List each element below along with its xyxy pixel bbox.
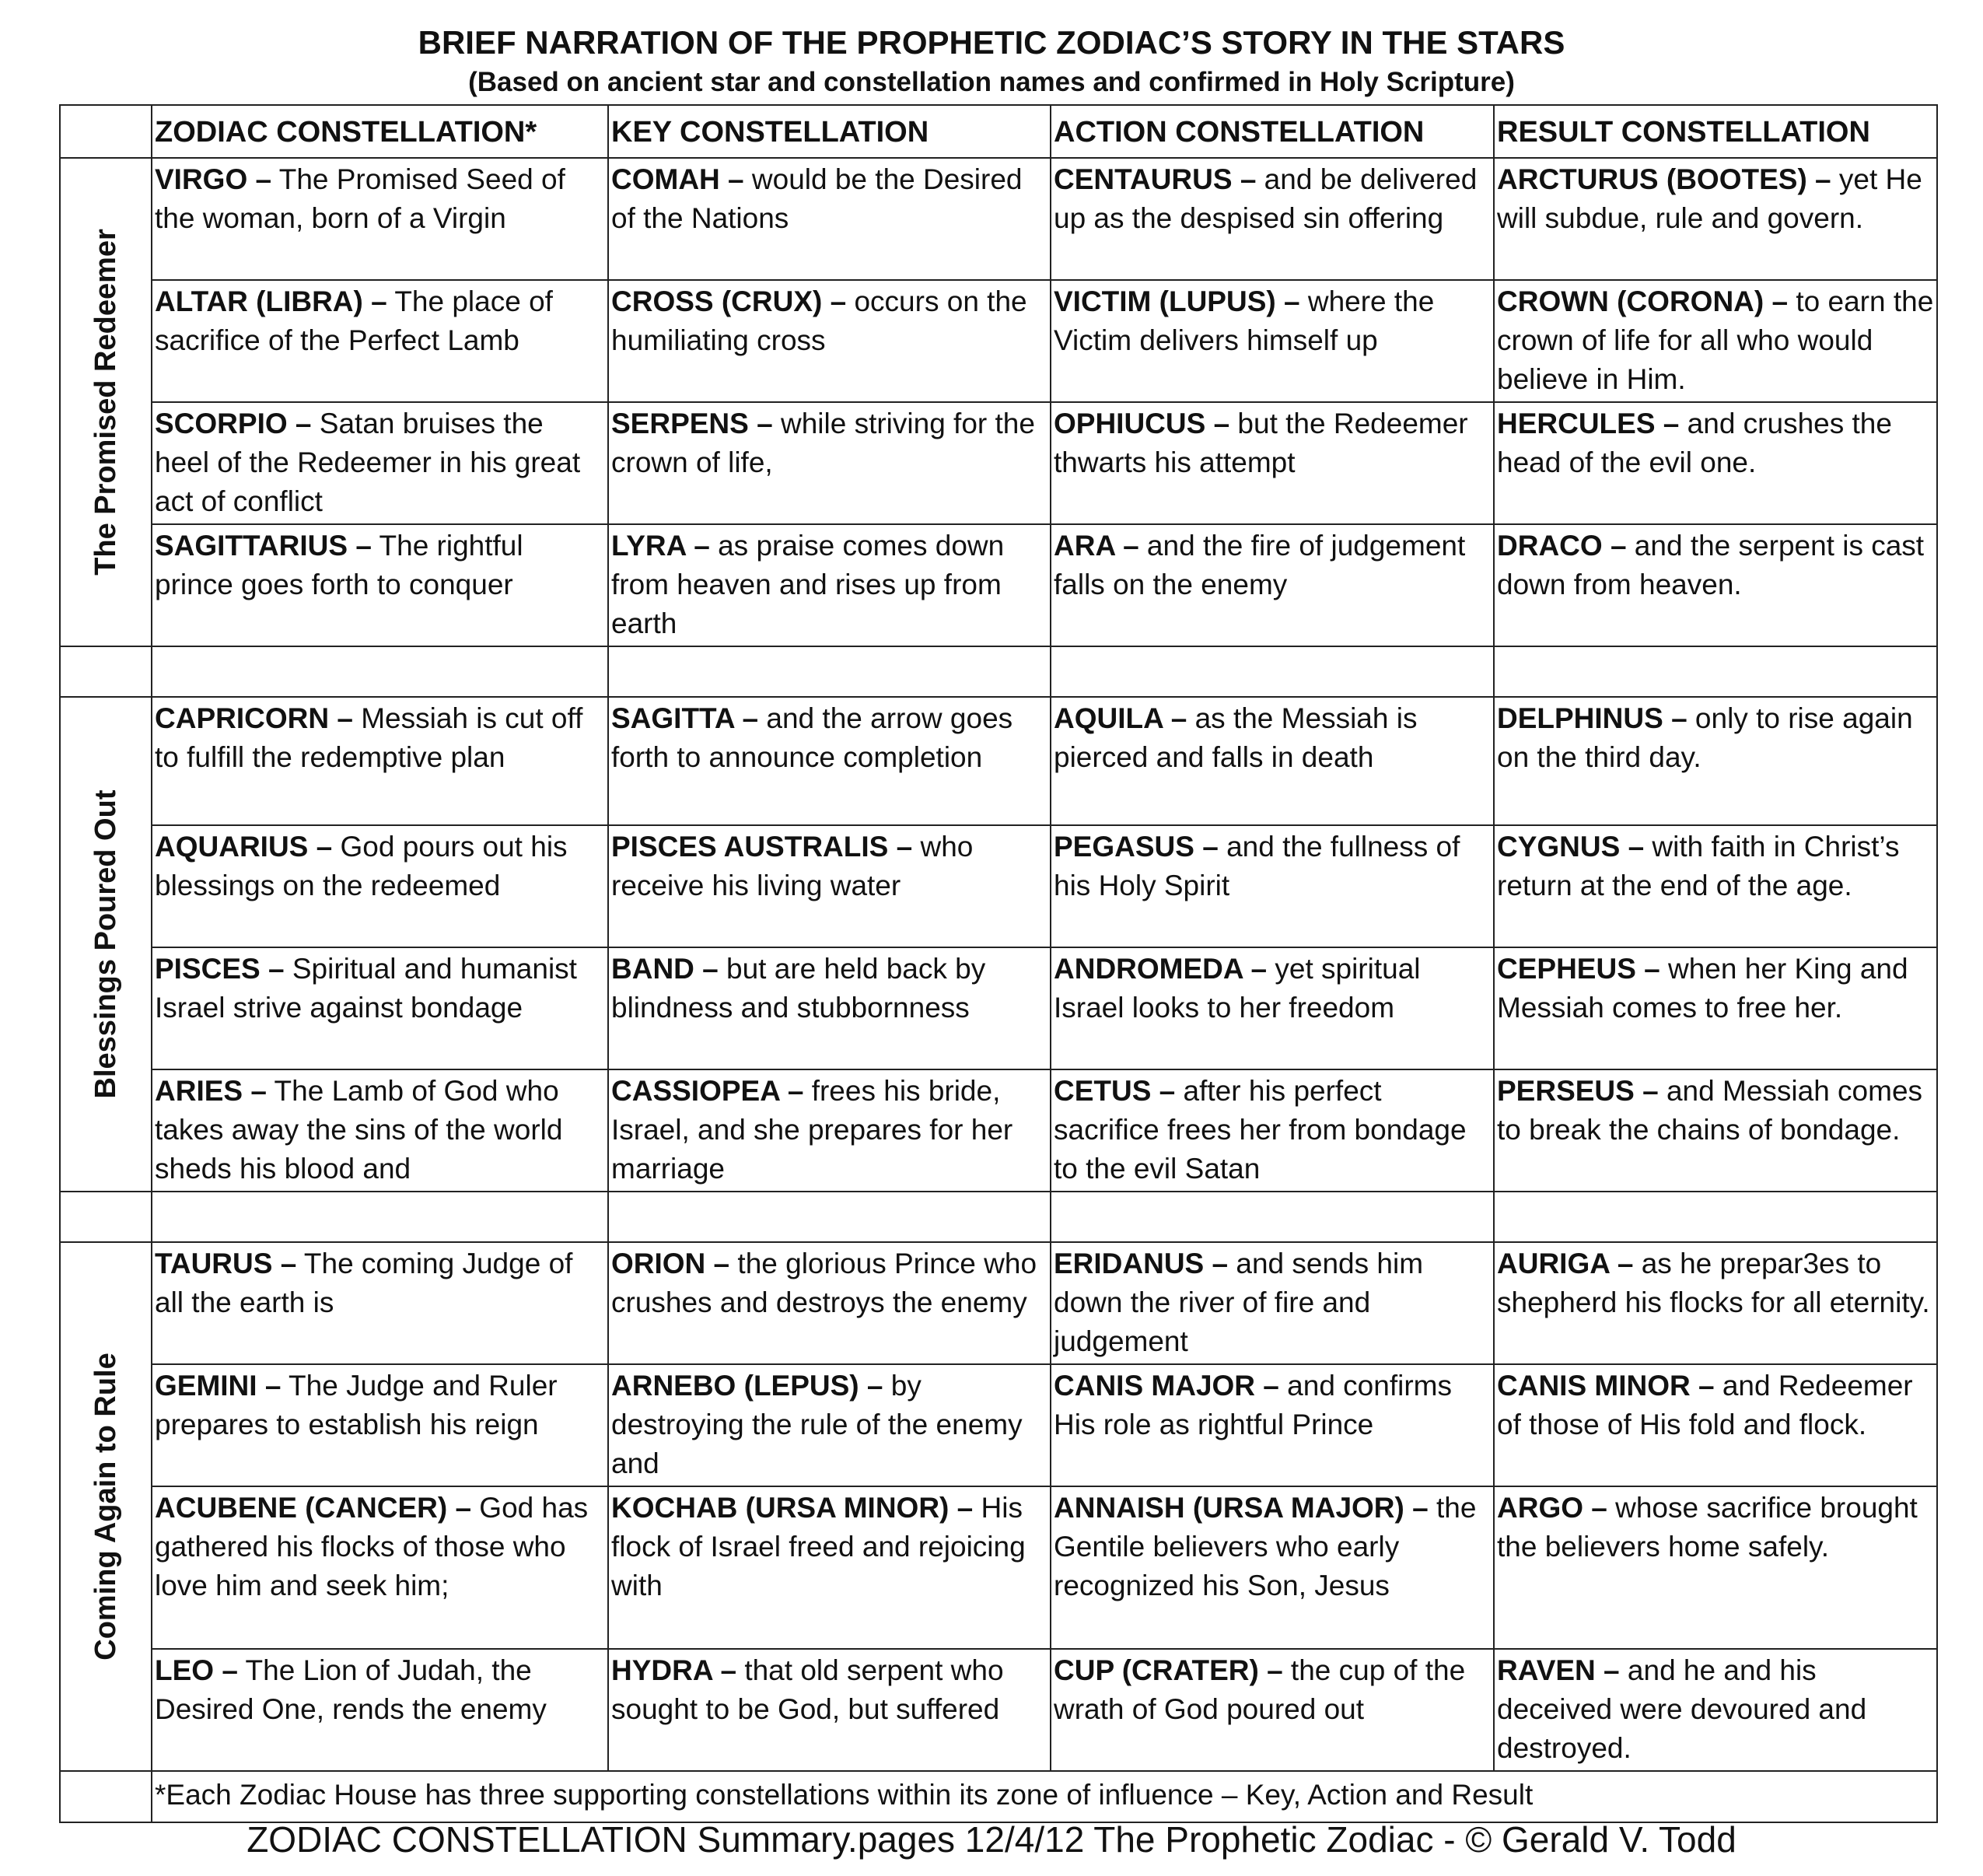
constellation-description: to earn the crown of life for all who would believe in Him. <box>1497 285 1934 395</box>
key-cell <box>608 825 1051 947</box>
constellation-name: COMAH – <box>611 163 744 195</box>
constellation-name: ARNEBO (LEPUS) – <box>611 1370 883 1402</box>
header-key: KEY CONSTELLATION <box>608 105 1051 158</box>
constellation-name: ARA – <box>1054 530 1139 562</box>
constellation-name: CANIS MAJOR – <box>1054 1370 1279 1402</box>
table-row <box>60 1486 1937 1649</box>
constellation-description: would be the Desired of the Nations <box>611 163 1023 234</box>
key-cell <box>608 1242 1051 1364</box>
constellation-name: VICTIM (LUPUS) – <box>1054 285 1300 317</box>
constellation-name: OPHIUCUS – <box>1054 408 1230 439</box>
zodiac-cell <box>152 825 608 947</box>
action-cell <box>1051 1069 1494 1192</box>
table-row <box>60 1649 1937 1771</box>
constellation-description: and crushes the head of the evil one. <box>1497 408 1892 478</box>
constellation-description: and the arrow goes forth to announce completion <box>611 702 1013 773</box>
zodiac-cell <box>152 1069 608 1192</box>
constellation-description: The Lion of Judah, the Desired One, rends the enemy <box>155 1654 547 1725</box>
constellation-description: by destroying the rule of the enemy and <box>611 1370 1023 1479</box>
constellation-name: PISCES AUSTRALIS – <box>611 831 913 863</box>
constellation-description: Satan bruises the heel of the Redeemer in his great act of conflict <box>155 408 581 517</box>
action-cell <box>1051 1242 1494 1364</box>
table-row <box>60 524 1937 646</box>
constellation-name: ANNAISH (URSA MAJOR) – <box>1054 1492 1429 1524</box>
constellation-description: who receive his living water <box>611 831 974 901</box>
constellation-name: CETUS – <box>1054 1075 1176 1107</box>
result-cell <box>1494 947 1937 1069</box>
key-cell <box>608 1364 1051 1486</box>
document-title: BRIEF NARRATION OF THE PROPHETIC ZODIAC’S STORY IN THE STARS <box>418 24 1565 61</box>
constellation-description: and the serpent is cast down from heaven. <box>1497 530 1925 600</box>
constellation-description: the glorious Prince who crushes and destroys the enemy <box>611 1248 1037 1318</box>
constellation-description: when her King and Messiah comes to free her. <box>1497 953 1908 1024</box>
constellation-description: that old serpent who sought to be God, but suffered <box>611 1654 1004 1725</box>
constellation-name: AQUILA – <box>1054 702 1187 734</box>
constellation-name: CYGNUS – <box>1497 831 1645 863</box>
constellation-name: HERCULES – <box>1497 408 1680 439</box>
constellation-description: God has gathered his flocks of those who love him and seek him; <box>155 1492 589 1601</box>
constellation-description: The rightful prince goes forth to conquer <box>155 530 523 600</box>
spacer-cell <box>152 646 608 697</box>
constellation-name: CUP (CRATER) – <box>1054 1654 1283 1686</box>
action-cell <box>1051 825 1494 947</box>
constellation-description: and be delivered up as the despised sin offering <box>1054 163 1478 234</box>
table-row <box>60 402 1937 524</box>
constellation-name: CROSS (CRUX) – <box>611 285 847 317</box>
result-cell <box>1494 1649 1937 1771</box>
key-cell <box>608 697 1051 825</box>
zodiac-cell <box>152 158 608 280</box>
header-corner-cell <box>60 105 152 158</box>
result-cell <box>1494 1486 1937 1649</box>
action-cell <box>1051 524 1494 646</box>
constellation-description: and the fullness of his Holy Spirit <box>1054 831 1460 901</box>
constellation-name: ACUBENE (CANCER) – <box>155 1492 472 1524</box>
constellation-name: PISCES – <box>155 953 285 985</box>
constellation-name: AQUARIUS – <box>155 831 333 863</box>
constellation-name: LYRA – <box>611 530 710 562</box>
constellation-name: ERIDANUS – <box>1054 1248 1229 1279</box>
zodiac-cell <box>152 1486 608 1649</box>
result-cell <box>1494 524 1937 646</box>
table-body <box>60 158 1937 1822</box>
constellation-description: as he prepar3es to shepherd his flocks for all eternity. <box>1497 1248 1930 1318</box>
constellation-name: LEO – <box>155 1654 238 1686</box>
spacer-cell <box>1051 646 1494 697</box>
constellation-name: SAGITTA – <box>611 702 759 734</box>
constellation-description: The Lamb of God who takes away the sins of the world sheds his blood and <box>155 1075 563 1185</box>
constellation-name: ORION – <box>611 1248 730 1279</box>
constellation-description: and Redeemer of those of His fold and flock. <box>1497 1370 1913 1440</box>
result-cell <box>1494 1242 1937 1364</box>
constellation-name: BAND – <box>611 953 719 985</box>
constellation-name: DELPHINUS – <box>1497 702 1687 734</box>
spacer-cell <box>608 646 1051 697</box>
table-row <box>60 280 1937 402</box>
result-cell <box>1494 1364 1937 1486</box>
spacer-cell <box>60 646 152 697</box>
zodiac-cell <box>152 280 608 402</box>
key-cell <box>608 524 1051 646</box>
section-label: Blessings Poured Out <box>89 789 122 1099</box>
result-cell <box>1494 158 1937 280</box>
result-cell <box>1494 697 1937 825</box>
constellation-description: The Promised Seed of the woman, born of a Virgin <box>155 163 565 234</box>
action-cell <box>1051 402 1494 524</box>
zodiac-cell <box>152 697 608 825</box>
constellation-description: yet spiritual Israel looks to her freedom <box>1054 953 1421 1024</box>
constellation-name: HYDRA – <box>611 1654 737 1686</box>
constellation-description: where the Victim delivers himself up <box>1054 285 1435 356</box>
constellation-description: while striving for the crown of life, <box>611 408 1035 478</box>
constellation-description: whose sacrifice brought the believers home safely. <box>1497 1492 1918 1563</box>
constellation-description: as the Messiah is pierced and falls in death <box>1054 702 1418 773</box>
constellation-name: CANIS MINOR – <box>1497 1370 1715 1402</box>
constellation-name: CENTAURUS – <box>1054 163 1257 195</box>
spacer-cell <box>1051 1192 1494 1242</box>
constellation-name: KOCHAB (URSA MINOR) – <box>611 1492 974 1524</box>
note-row <box>60 1771 1937 1822</box>
section-label-cell <box>60 158 152 646</box>
constellation-name: VIRGO – <box>155 163 272 195</box>
constellation-description: after his perfect sacrifice frees her from bondage to the evil Satan <box>1054 1075 1467 1185</box>
section-label: Coming Again to Rule <box>89 1353 122 1661</box>
action-cell <box>1051 697 1494 825</box>
constellation-description: frees his bride, Israel, and she prepares for her marriage <box>611 1075 1013 1185</box>
header-result: RESULT CONSTELLATION <box>1494 105 1937 158</box>
constellation-name: DRACO – <box>1497 530 1627 562</box>
constellation-description: but are held back by blindness and stubbornness <box>611 953 986 1024</box>
constellation-name: TAURUS – <box>155 1248 297 1279</box>
zodiac-cell <box>152 1364 608 1486</box>
action-cell <box>1051 1649 1494 1771</box>
constellation-name: ARGO – <box>1497 1492 1607 1524</box>
key-cell <box>608 158 1051 280</box>
constellation-description: Messiah is cut off to fulfill the redemptive plan <box>155 702 583 773</box>
constellation-name: CASSIOPEA – <box>611 1075 804 1107</box>
section-label: The Promised Redeemer <box>89 229 122 576</box>
constellation-description: Spiritual and humanist Israel strive against bondage <box>155 953 577 1024</box>
constellation-name: ARCTURUS (BOOTES) – <box>1497 163 1831 195</box>
constellation-name: ALTAR (LIBRA) – <box>155 285 387 317</box>
constellation-description: but the Redeemer thwarts his attempt <box>1054 408 1468 478</box>
constellation-name: PEGASUS – <box>1054 831 1219 863</box>
constellation-description: The place of sacrifice of the Perfect Lamb <box>155 285 553 356</box>
key-cell <box>608 280 1051 402</box>
spacer-cell <box>152 1192 608 1242</box>
result-cell <box>1494 1069 1937 1192</box>
zodiac-cell <box>152 1242 608 1364</box>
zodiac-cell <box>152 524 608 646</box>
constellation-name: PERSEUS – <box>1497 1075 1659 1107</box>
constellation-name: GEMINI – <box>155 1370 282 1402</box>
constellation-description: the cup of the wrath of God poured out <box>1054 1654 1466 1725</box>
document-subtitle: (Based on ancient star and constellation names and confirmed in Holy Scripture) <box>468 67 1515 97</box>
action-cell <box>1051 1486 1494 1649</box>
constellation-name: RAVEN – <box>1497 1654 1620 1686</box>
note-side-cell <box>60 1771 152 1822</box>
action-cell <box>1051 158 1494 280</box>
constellation-description: The Judge and Ruler prepares to establish his reign <box>155 1370 558 1440</box>
action-cell <box>1051 1364 1494 1486</box>
table-row <box>60 1069 1937 1192</box>
constellation-description: the Gentile believers who early recognized his Son, Jesus <box>1054 1492 1477 1601</box>
zodiac-cell <box>152 1649 608 1771</box>
footnote: *Each Zodiac House has three supporting constellations within its zone of influence – Key, Action and Result <box>152 1771 1937 1822</box>
constellation-description: yet He will subdue, rule and govern. <box>1497 163 1922 234</box>
spacer-row <box>60 1192 1937 1242</box>
zodiac-cell <box>152 947 608 1069</box>
key-cell <box>608 402 1051 524</box>
header-action: ACTION CONSTELLATION <box>1051 105 1494 158</box>
constellation-name: SAGITTARIUS – <box>155 530 372 562</box>
constellation-description: and sends him down the river of fire and judgement <box>1054 1248 1424 1357</box>
table-row <box>60 697 1937 825</box>
constellation-description: and the fire of judgement falls on the enemy <box>1054 530 1466 600</box>
section-label-cell <box>60 1242 152 1771</box>
constellation-description: His flock of Israel freed and rejoicing with <box>611 1492 1026 1601</box>
table-row <box>60 1242 1937 1364</box>
zodiac-cell <box>152 402 608 524</box>
constellation-name: CROWN (CORONA) – <box>1497 285 1789 317</box>
section-label-cell <box>60 697 152 1192</box>
result-cell <box>1494 402 1937 524</box>
key-cell <box>608 947 1051 1069</box>
constellation-name: AURIGA – <box>1497 1248 1634 1279</box>
document-footer: ZODIAC CONSTELLATION Summary.pages 12/4/12 The Prophetic Zodiac - © Gerald V. Todd <box>247 1819 1736 1860</box>
header-zodiac: ZODIAC CONSTELLATION* <box>152 105 608 158</box>
spacer-cell <box>60 1192 152 1242</box>
constellation-description: The coming Judge of all the earth is <box>155 1248 573 1318</box>
constellation-description: and confirms His role as rightful Prince <box>1054 1370 1452 1440</box>
spacer-cell <box>1494 1192 1937 1242</box>
constellation-description: occurs on the humiliating cross <box>611 285 1027 356</box>
zodiac-table <box>59 104 1938 1823</box>
key-cell <box>608 1649 1051 1771</box>
table-row <box>60 825 1937 947</box>
constellation-name: ANDROMEDA – <box>1054 953 1268 985</box>
constellation-description: God pours out his blessings on the redeemed <box>155 831 568 901</box>
result-cell <box>1494 280 1937 402</box>
spacer-cell <box>608 1192 1051 1242</box>
spacer-row <box>60 646 1937 697</box>
constellation-name: SCORPIO – <box>155 408 312 439</box>
table-row <box>60 947 1937 1069</box>
table-row <box>60 158 1937 280</box>
constellation-name: CEPHEUS – <box>1497 953 1660 985</box>
constellation-name: CAPRICORN – <box>155 702 353 734</box>
constellation-description: and he and his deceived were devoured and destroyed. <box>1497 1654 1867 1764</box>
action-cell <box>1051 280 1494 402</box>
constellation-description: with faith in Christ’s return at the end of the age. <box>1497 831 1900 901</box>
constellation-name: ARIES – <box>155 1075 267 1107</box>
constellation-description: as praise comes down from heaven and rises up from earth <box>611 530 1005 639</box>
spacer-cell <box>1494 646 1937 697</box>
table-row <box>60 1364 1937 1486</box>
key-cell <box>608 1486 1051 1649</box>
result-cell <box>1494 825 1937 947</box>
header-row <box>60 105 1937 158</box>
key-cell <box>608 1069 1051 1192</box>
constellation-description: and Messiah comes to break the chains of bondage. <box>1497 1075 1923 1146</box>
constellation-name: SERPENS – <box>611 408 773 439</box>
constellation-description: only to rise again on the third day. <box>1497 702 1913 773</box>
action-cell <box>1051 947 1494 1069</box>
